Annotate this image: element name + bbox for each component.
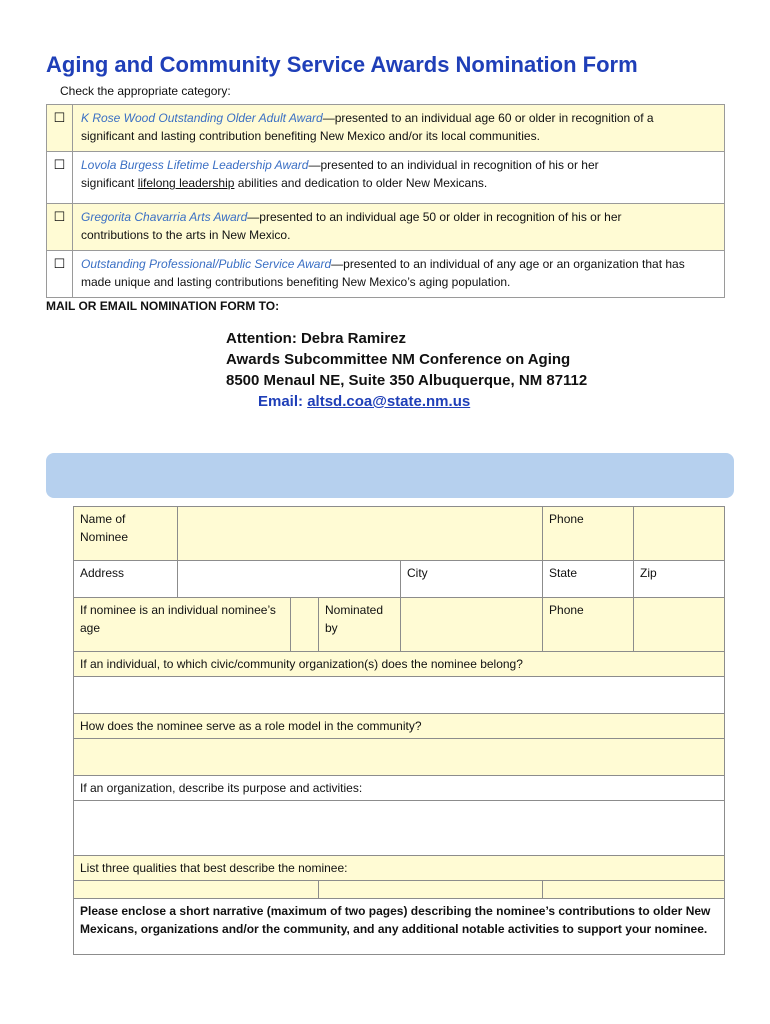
award-name: Gregorita Chavarria Arts Award <box>81 210 248 224</box>
award-name: Outstanding Professional/Public Service Award <box>81 257 332 271</box>
purpose-question: If an organization, describe its purpose and activities: <box>74 776 725 801</box>
award-desc: —presented to an individual age 60 or older in recognition of a <box>322 111 654 125</box>
checkbox-public-service-award[interactable]: ☐ <box>47 251 73 298</box>
award-name: Lovola Burgess Lifetime Leadership Award <box>81 158 309 172</box>
age-label: If nominee is an individual nominee’s age <box>74 598 291 652</box>
award-desc-post: abilities and dedication to older New Mexicans. <box>234 176 488 190</box>
checkbox-leadership-award[interactable]: ☐ <box>47 152 73 204</box>
zip-label: Zip <box>640 566 657 580</box>
form-row-address <box>74 561 725 598</box>
form-row-purpose-question <box>74 776 725 801</box>
quality-field-3[interactable] <box>543 881 725 899</box>
mailing-address-block <box>226 328 587 412</box>
nominee-form-table <box>73 506 725 955</box>
purpose-answer-field[interactable] <box>74 801 725 856</box>
category-leadership-award-text <box>73 152 725 204</box>
address-field[interactable] <box>178 561 401 598</box>
address-line-street: 8500 Menaul NE, Suite 350 Albuquerque, NM 87112 <box>226 372 588 389</box>
state-cell[interactable] <box>543 561 634 598</box>
qualities-question: List three qualities that best describe the nominee: <box>74 856 725 881</box>
email-label: Email: <box>258 393 308 410</box>
category-row <box>47 105 725 152</box>
quality-field-1[interactable] <box>74 881 319 899</box>
category-public-service-award-text <box>73 251 725 298</box>
form-row-note <box>74 899 725 955</box>
form-row-qualities-question <box>74 856 725 881</box>
award-desc: —presented to an individual age 50 or older in recognition of his or her <box>247 210 622 224</box>
section-banner <box>46 453 734 498</box>
form-row-role-answer <box>74 739 725 776</box>
award-desc-underlined: lifelong leadership <box>137 176 235 190</box>
award-desc-cont: significant and lasting contribution benefiting New Mexico and/or its local communities. <box>81 129 540 143</box>
award-desc: —presented to an individual in recognition of his or her <box>308 158 599 172</box>
email-link[interactable]: altsd.coa@state.nm.us <box>307 393 471 410</box>
award-desc: —presented to an individual of any age or an organization that has <box>331 257 685 271</box>
page-title: Aging and Community Service Awards Nomination Form <box>46 52 638 77</box>
checkbox-arts-award[interactable]: ☐ <box>47 204 73 251</box>
award-desc-cont: made unique and lasting contributions benefiting New Mexico’s aging population. <box>81 275 511 289</box>
phone2-field[interactable] <box>634 598 725 652</box>
quality-field-2[interactable] <box>319 881 543 899</box>
attention-line: Attention: Debra Ramirez <box>226 330 407 347</box>
form-row-role-question <box>74 714 725 739</box>
form-row-purpose-answer <box>74 801 725 856</box>
form-row-name <box>74 507 725 561</box>
checkbox-older-adult-award[interactable]: ☐ <box>47 105 73 152</box>
award-desc-pre: significant <box>81 176 138 190</box>
form-row-org-question <box>74 652 725 677</box>
mail-heading: MAIL OR EMAIL NOMINATION FORM TO: <box>46 299 280 313</box>
category-arts-award-text <box>73 204 725 251</box>
email-line <box>226 391 587 412</box>
category-row <box>47 152 725 204</box>
phone-field[interactable] <box>634 507 725 561</box>
nominated-by-label: Nominated by <box>319 598 401 652</box>
name-field[interactable] <box>178 507 543 561</box>
form-row-org-answer <box>74 677 725 714</box>
award-category-table <box>46 104 725 298</box>
phone2-label: Phone <box>543 598 634 652</box>
name-label: Name of Nominee <box>74 507 178 561</box>
category-row <box>47 204 725 251</box>
form-row-qualities-answers <box>74 881 725 899</box>
org-question: If an individual, to which civic/community organization(s) does the nominee belong? <box>74 652 725 677</box>
award-desc-cont: contributions to the arts in New Mexico. <box>81 228 291 242</box>
category-older-adult-award-text <box>73 105 725 152</box>
zip-cell[interactable] <box>634 561 725 598</box>
city-label: City <box>407 566 428 580</box>
age-field[interactable] <box>291 598 319 652</box>
address-line-committee: Awards Subcommittee NM Conference on Aging <box>226 351 571 368</box>
form-row-age <box>74 598 725 652</box>
phone-label: Phone <box>543 507 634 561</box>
role-model-answer-field[interactable] <box>74 739 725 776</box>
category-instruction: Check the appropriate category: <box>60 84 231 98</box>
city-cell[interactable] <box>401 561 543 598</box>
address-label: Address <box>74 561 178 598</box>
nominated-by-field[interactable] <box>401 598 543 652</box>
org-answer-field[interactable] <box>74 677 725 714</box>
category-row <box>47 251 725 298</box>
role-model-question: How does the nominee serve as a role model in the community? <box>74 714 725 739</box>
award-name: K Rose Wood Outstanding Older Adult Award <box>81 111 323 125</box>
narrative-instruction: Please enclose a short narrative (maximum of two pages) describing the nominee’s contributions to older New Mexicans, organizations and/or the community, and any additional notable activities to support your nominee. <box>74 899 725 955</box>
state-label: State <box>549 566 578 580</box>
